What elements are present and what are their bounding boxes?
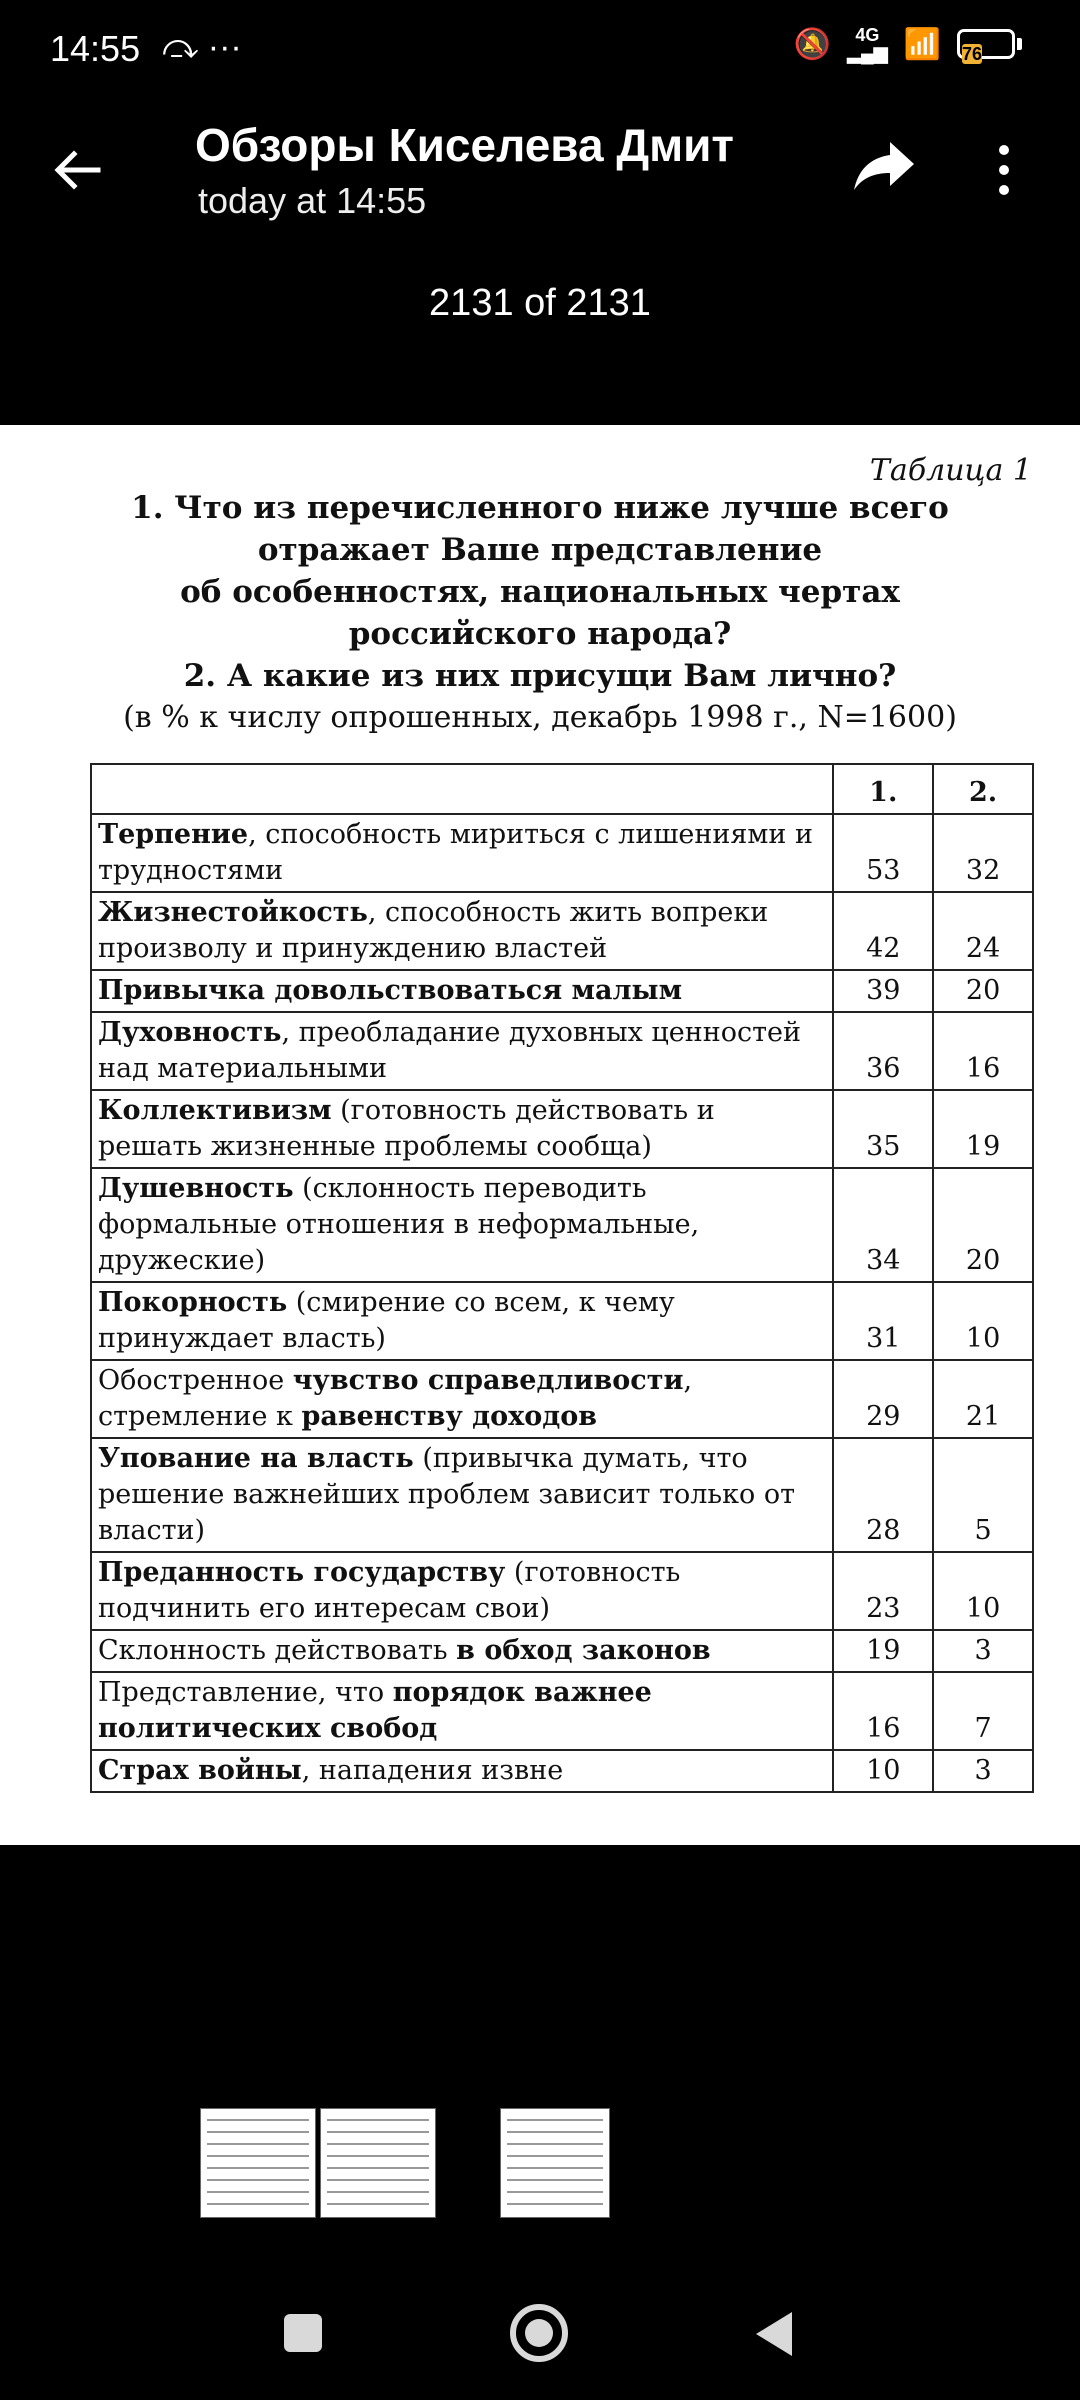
row-label-text: Представление, что (98, 1677, 393, 1708)
row-label (91, 814, 833, 892)
row-label-text: , способность жить вопреки произволу и принуждению властей (98, 897, 769, 964)
row-label-bold: Упование на власть (98, 1443, 414, 1474)
table-row (91, 1438, 1033, 1552)
value-col2: 32 (933, 814, 1033, 892)
row-label-text: Обостренное (98, 1365, 293, 1396)
value-col2: 3 (933, 1750, 1033, 1792)
home-button[interactable] (510, 2304, 568, 2362)
value-col2: 3 (933, 1630, 1033, 1672)
notification-icons: ⤼ ··· (162, 28, 242, 66)
table-row (91, 1090, 1033, 1168)
row-label-text: (привычка думать, что решение важнейших проблем зависит только от власти) (98, 1443, 796, 1546)
battery-level: 76 (962, 44, 983, 64)
heading-line: отражает Ваше представление (257, 532, 823, 568)
value-col2: 20 (933, 1168, 1033, 1282)
network-type: 4G (855, 25, 880, 45)
value-col2: 16 (933, 1012, 1033, 1090)
value-col2: 10 (933, 1552, 1033, 1630)
value-col2: 19 (933, 1090, 1033, 1168)
value-col1: 42 (833, 892, 933, 970)
column-header-1: 1. (833, 764, 933, 814)
value-col1: 19 (833, 1630, 933, 1672)
row-label (91, 970, 833, 1012)
table-heading (0, 487, 1080, 739)
row-label (91, 1750, 833, 1792)
table-row (91, 1282, 1033, 1360)
value-col2: 20 (933, 970, 1033, 1012)
value-col2: 7 (933, 1672, 1033, 1750)
share-icon[interactable] (850, 136, 920, 196)
table-row (91, 1168, 1033, 1282)
value-col2: 24 (933, 892, 1033, 970)
row-label-bold: Жизнестойкость (98, 897, 368, 928)
wifi-icon: 📶 (903, 27, 941, 61)
row-label-bold: Преданность государству (98, 1557, 506, 1588)
status-time: 14:55 (50, 28, 141, 69)
row-label-text: (готовность подчинить его интересам свои) (98, 1557, 681, 1624)
row-label (91, 1360, 833, 1438)
row-label-bold: порядок важнее политических свобод (98, 1677, 652, 1744)
navigation-bar (0, 2290, 1080, 2400)
heading-line: об особенностях, национальных чертах (180, 574, 900, 610)
row-label (91, 1282, 833, 1360)
row-label-bold: Духовность (98, 1017, 282, 1048)
row-label-bold: Покорность (98, 1287, 288, 1318)
survey-table (90, 763, 1034, 1793)
battery-icon (957, 29, 1022, 64)
table-number: Таблица 1 (869, 453, 1032, 488)
nav-back-button[interactable] (756, 2312, 792, 2356)
value-col1: 16 (833, 1672, 933, 1750)
row-label (91, 1012, 833, 1090)
row-label-bold: Коллективизм (98, 1095, 332, 1126)
row-label (91, 892, 833, 970)
row-label-text: (готовность действовать и решать жизненные проблемы сообща) (98, 1095, 715, 1162)
row-label (91, 1168, 833, 1282)
thumbnail-strip (200, 2108, 610, 2218)
heading-line: 2. А какие из них присущи Вам лично? (183, 658, 897, 694)
table-header-row (91, 764, 1033, 814)
table-row (91, 970, 1033, 1012)
heading-subtitle: (в % к числу опрошенных, декабрь 1998 г., N=1600) (123, 700, 957, 735)
row-label-bold: Душевность (98, 1173, 294, 1204)
value-col1: 34 (833, 1168, 933, 1282)
row-label-bold: в обход законов (456, 1635, 711, 1666)
row-label-text: , стремление к (98, 1365, 693, 1432)
value-col1: 23 (833, 1552, 933, 1630)
row-label (91, 1630, 833, 1672)
row-label-text: (смирение со всем, к чему принуждает власть) (98, 1287, 675, 1354)
value-col2: 10 (933, 1282, 1033, 1360)
value-col1: 31 (833, 1282, 933, 1360)
network-icon: 4G ▂▄▆ (847, 25, 888, 63)
heading-line: российского народа? (348, 616, 732, 652)
table-row (91, 1552, 1033, 1630)
table-row (91, 814, 1033, 892)
chat-title: Обзоры Киселева Дмит (195, 119, 734, 171)
value-col1: 10 (833, 1750, 933, 1792)
row-label-bold: Страх войны (98, 1755, 302, 1786)
status-right (794, 26, 1022, 62)
value-col1: 39 (833, 970, 933, 1012)
recents-button[interactable] (284, 2314, 322, 2352)
row-label-bold: равенству доходов (301, 1401, 598, 1432)
back-arrow-icon[interactable] (48, 140, 108, 200)
table-row (91, 892, 1033, 970)
row-label-text: , преобладание духовных ценностей над материальными (98, 1017, 802, 1084)
row-label-bold: Терпение (98, 819, 249, 850)
value-col1: 36 (833, 1012, 933, 1090)
value-col1: 28 (833, 1438, 933, 1552)
row-label-text: , нападения извне (301, 1755, 564, 1786)
thumbnail-current[interactable] (500, 2108, 610, 2218)
row-label-bold: чувство справедливости (292, 1365, 684, 1396)
table-row (91, 1630, 1033, 1672)
thumbnail[interactable] (320, 2108, 436, 2218)
column-header-2: 2. (933, 764, 1033, 814)
status-bar (0, 0, 1080, 100)
image-counter: 2131 of 2131 (429, 282, 651, 324)
more-options-icon[interactable] (992, 140, 1016, 200)
thumbnail[interactable] (200, 2108, 316, 2218)
message-time: today at 14:55 (198, 180, 427, 221)
row-label (91, 1438, 833, 1552)
row-label-text: , способность мириться с лишениями и трудностями (98, 819, 814, 886)
value-col1: 53 (833, 814, 933, 892)
document-image[interactable] (0, 425, 1080, 1845)
value-col2: 21 (933, 1360, 1033, 1438)
value-col1: 29 (833, 1360, 933, 1438)
heading-line: 1. Что из перечисленного ниже лучше всего (131, 490, 949, 526)
row-label-bold: Привычка довольствоваться малым (98, 975, 683, 1006)
header-empty (91, 764, 833, 814)
table-row (91, 1750, 1033, 1792)
row-label (91, 1672, 833, 1750)
table-row (91, 1360, 1033, 1438)
value-col1: 35 (833, 1090, 933, 1168)
table-row (91, 1012, 1033, 1090)
table-row (91, 1672, 1033, 1750)
row-label (91, 1552, 833, 1630)
row-label-text: (склонность переводить формальные отношения в неформальные, дружеские) (98, 1173, 700, 1276)
mute-icon: 🔕 (793, 27, 832, 61)
row-label-text: Склонность действовать (98, 1635, 457, 1666)
value-col2: 5 (933, 1438, 1033, 1552)
row-label (91, 1090, 833, 1168)
